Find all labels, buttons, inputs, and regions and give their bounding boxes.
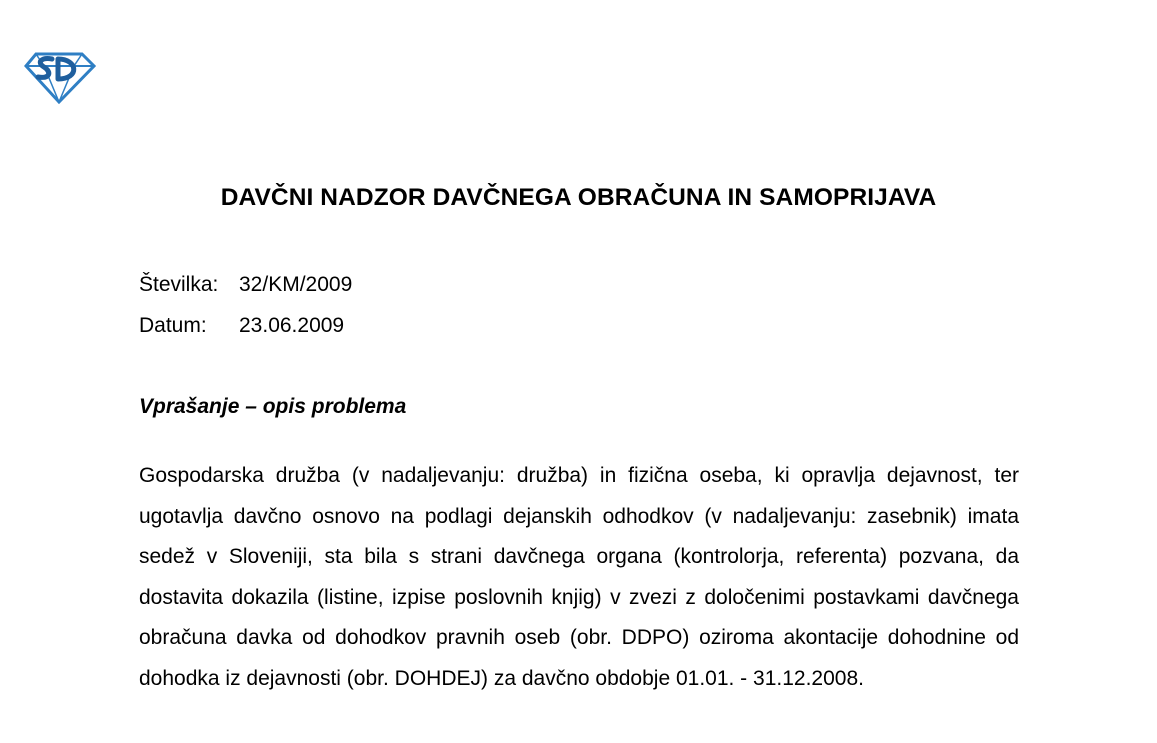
section-heading: Vprašanje – opis problema [139,395,407,418]
document-date-row [139,314,344,338]
document-date-value: 23.06.2009 [239,314,345,337]
body-paragraph: Gospodarska družba (v nadaljevanju: družba) in fizična oseba, ki opravlja dejavnost, ter ugotavlja davčno osnovo na podlagi dejanskih odhodkov (v nadaljevanju: zasebnik) imata sedež v Sloveniji, sta bila s strani davčnega organa (kontrolorja, referenta) pozvana, da dostavita dokazila (listine, izpise poslovnih knjig) v zvezi z določenimi postavkami davčnega obračuna davka od dohodkov pravnih oseb (obr. DDPO) oziroma akontacije dohodnine od dohodka iz dejavnosti (obr. DOHDEJ) za davčno obdobje 01.01. - 31.12.2008. [139,464,1019,690]
document-date-label: Datum: [139,314,207,337]
document-number-row [139,273,352,297]
company-logo [22,48,96,104]
document-title: DAVČNI NADZOR DAVČNEGA OBRAČUNA IN SAMOPRIJAVA [220,184,937,211]
document-number-label: Številka: [139,273,219,296]
document-number-value: 32/KM/2009 [239,273,353,296]
diamond-logo-icon [22,48,96,104]
